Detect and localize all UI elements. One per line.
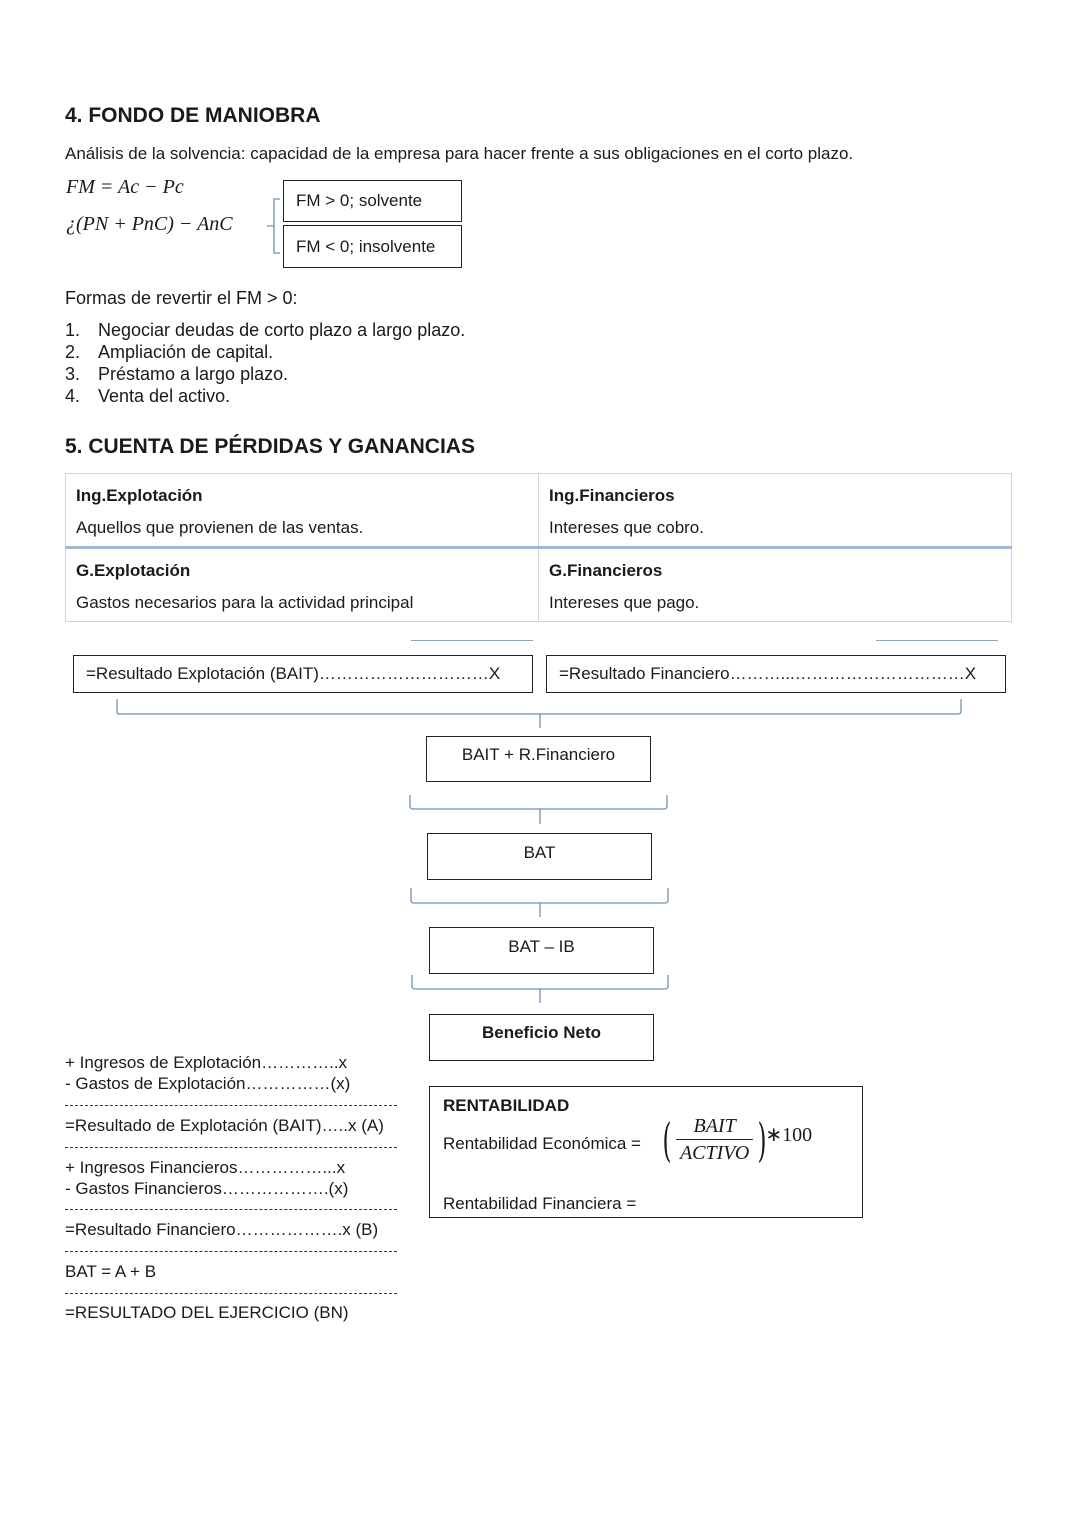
rentabilidad-box: [429, 1086, 863, 1218]
statement-line: =RESULTADO DEL EJERCICIO (BN): [65, 1303, 349, 1322]
flow-beneficio-neto: Beneficio Neto: [429, 1014, 654, 1061]
frac-numerator: BAIT: [676, 1113, 753, 1140]
paren-right: ): [757, 1112, 767, 1167]
statement-line: - Gastos Financieros……………….(x): [65, 1179, 349, 1198]
table-cell: Ing.Explotación Aquellos que provienen de las ventas.: [66, 474, 539, 548]
table-cell: Ing.Financieros Intereses que cobro.: [539, 474, 1012, 548]
rentabilidad-financiera-label: Rentabilidad Financiera =: [443, 1194, 637, 1213]
section-5-title: 5. CUENTA DE PÉRDIDAS Y GANANCIAS: [65, 435, 475, 458]
times-100: ∗100: [765, 1124, 813, 1146]
flow-bat-ib: BAT – IB: [429, 927, 654, 974]
dashed-divider: [65, 1105, 397, 1106]
table-cell: G.Financieros Intereses que pago.: [539, 548, 1012, 622]
list-item: 3. Préstamo a largo plazo.: [65, 364, 289, 384]
dashed-divider: [65, 1293, 397, 1294]
list-item: 2. Ampliación de capital.: [65, 342, 274, 362]
flow-bat: BAT: [427, 833, 652, 880]
statement-line: + Ingresos Financieros……………...x: [65, 1158, 346, 1177]
list-item: 4. Venta del activo.: [65, 386, 231, 406]
rentabilidad-title: RENTABILIDAD: [443, 1096, 570, 1115]
dashed-divider: [65, 1147, 397, 1148]
flow-bait-rfin: BAIT + R.Financiero: [426, 736, 651, 782]
rentabilidad-formula: [658, 1113, 812, 1166]
frac-denominator: ACTIVO: [679, 1142, 750, 1164]
formula-fm-alt: ¿(PN + PnC) − AnC: [66, 213, 233, 235]
fm-insolvente-text: FM < 0; insolvente: [296, 236, 436, 256]
rentabilidad-economica-label: Rentabilidad Económica =: [443, 1134, 641, 1153]
statement-line: =Resultado Financiero……………….x (B): [65, 1220, 379, 1239]
ways-title: Formas de revertir el FM > 0:: [65, 288, 298, 308]
result-bait-text: =Resultado Explotación (BAIT)…………………………X: [86, 664, 501, 683]
statement-line: - Gastos de Explotación……………(x): [65, 1074, 351, 1093]
result-fin-text: =Resultado Financiero………...…………………………X: [559, 664, 977, 683]
dashed-divider: [65, 1251, 397, 1252]
section-4-intro: Análisis de la solvencia: capacidad de la empresa para hacer frente a sus obligaciones en el corto plazo.: [65, 144, 854, 163]
formula-fm: FM = Ac − Pc: [66, 176, 184, 198]
list-item: 1. Negociar deudas de corto plazo a largo plazo.: [65, 320, 466, 340]
statement-line: =Resultado de Explotación (BAIT)…..x (A): [65, 1116, 384, 1135]
statement-line: BAT = A + B: [65, 1262, 157, 1281]
table-cell: G.Explotación Gastos necesarios para la actividad principal: [66, 548, 539, 622]
dashed-divider: [65, 1209, 397, 1210]
fm-solvente-text: FM > 0; solvente: [296, 191, 423, 210]
section-4-title: 4. FONDO DE MANIOBRA: [65, 104, 321, 127]
paren-left: (: [662, 1112, 672, 1167]
statement-line: + Ingresos de Explotación…………..x: [65, 1053, 348, 1072]
